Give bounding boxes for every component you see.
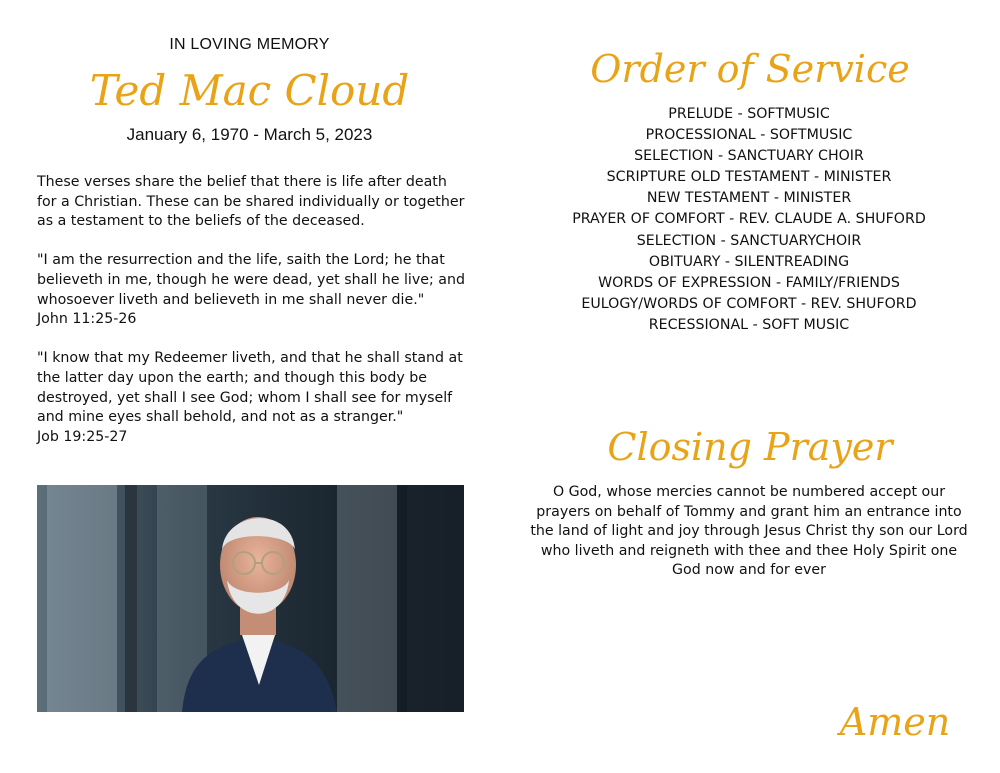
order-of-service-list xyxy=(520,104,978,336)
service-item: OBITUARY - SILENTREADING xyxy=(648,253,850,270)
service-item: SCRIPTURE OLD TESTAMENT - MINISTER xyxy=(606,169,892,186)
memorial-photo xyxy=(37,485,464,712)
closing-prayer-heading: Closing Prayer xyxy=(607,425,893,469)
life-dates: January 6, 1970 - March 5, 2023 xyxy=(126,125,373,144)
verses-intro: These verses share the belief that there is life after death for a Christian. These can be shared individually or together as a testament to the beliefs of the deceased. xyxy=(37,174,465,230)
amen-signoff: Amen xyxy=(839,700,951,744)
service-item: WORDS OF EXPRESSION - FAMILY/FRIENDS xyxy=(598,274,900,291)
verse-john xyxy=(37,251,467,329)
verse-john-reference: John 11:25-26 xyxy=(37,311,137,328)
service-item: SELECTION - SANCTUARY CHOIR xyxy=(634,148,864,165)
order-of-service-heading: Order of Service xyxy=(590,47,910,91)
verses-section xyxy=(37,173,467,467)
verse-john-text: "I am the resurrection and the life, saith the Lord; he that believeth in me, though he were dead, yet shall he live; and whosoever liveth and believeth in me shall never die." xyxy=(37,252,465,308)
service-item: PRELUDE - SOFTMUSIC xyxy=(668,106,830,122)
verse-job xyxy=(37,349,467,447)
in-loving-memory-label: IN LOVING MEMORY xyxy=(169,36,330,53)
service-item: SELECTION - SANCTUARYCHOIR xyxy=(636,232,862,249)
deceased-name-heading: Ted Mac Cloud xyxy=(89,66,410,115)
service-item: RECESSIONAL - SOFT MUSIC xyxy=(648,316,850,333)
verse-job-reference: Job 19:25-27 xyxy=(37,428,128,445)
closing-prayer-text: O God, whose mercies cannot be numbered accept our prayers on behalf of Tommy and grant him an entrance into the land of light and joy through Jesus Christ thy son our Lord who liveth and reigneth with thee and thee Holy Spirit one God now and for ever xyxy=(530,484,968,579)
service-item: PRAYER OF COMFORT - REV. CLAUDE A. SHUFORD xyxy=(572,211,926,228)
service-item: EULOGY/WORDS OF COMFORT - REV. SHUFORD xyxy=(581,295,917,312)
service-item: NEW TESTAMENT - MINISTER xyxy=(646,190,852,207)
verse-job-text: "I know that my Redeemer liveth, and that he shall stand at the latter day upon the earth; and though this body be destroyed, yet shall I see God; whom I shall see for myself and mine eyes shall behold, and not as a stranger." xyxy=(37,350,463,426)
service-item: PROCESSIONAL - SOFTMUSIC xyxy=(645,127,853,144)
